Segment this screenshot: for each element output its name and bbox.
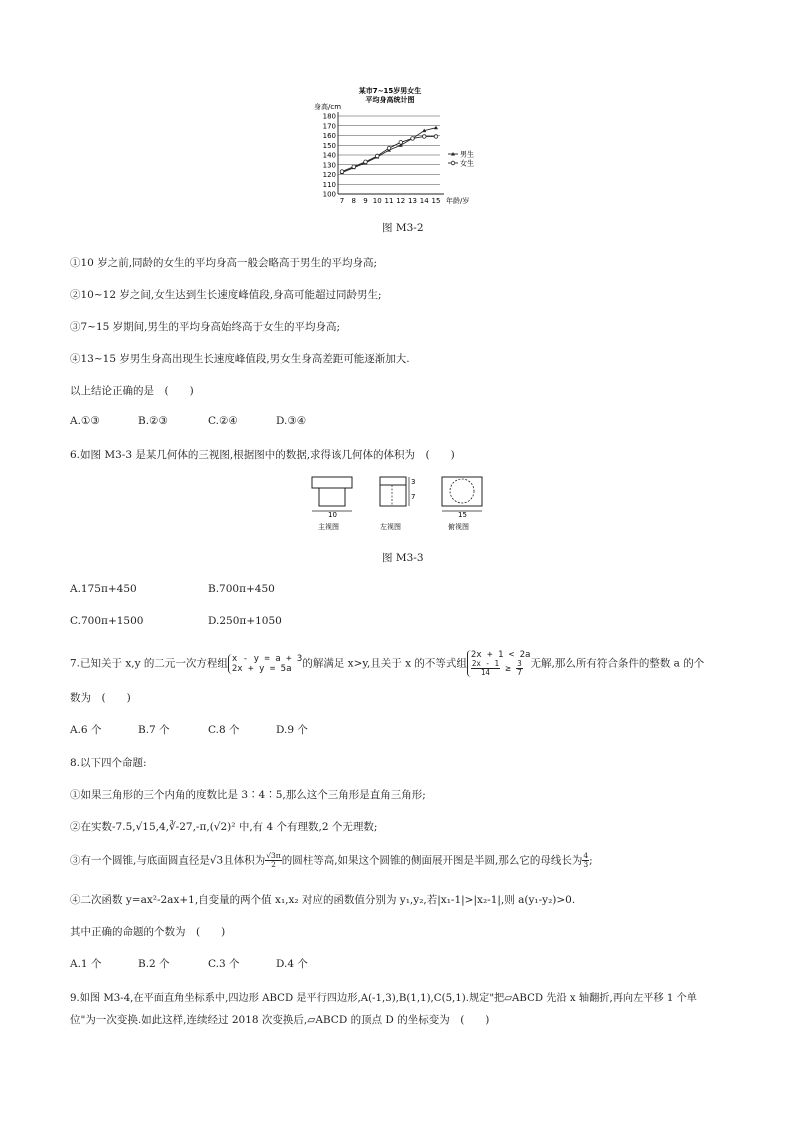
q7-options — [70, 722, 308, 737]
inequality-2-right: $\frac{3}{7}$ — [517, 659, 522, 677]
x-tick-label: 11 — [384, 197, 394, 205]
legend-label: 男生 — [460, 150, 474, 159]
option-b[interactable]: B.7 个 — [138, 724, 170, 736]
q8-proposition-1: ①如果三角形的三个内角的度数比是 3∶4∶5,那么这个三角形是直角三角形; — [70, 789, 426, 801]
slant-fraction: $\frac{4}{3}$ — [583, 851, 589, 869]
q9-line1: 9.如图 M3-4,在平面直角坐标系中,四边形 ABCD 是平行四边形,A(-1,3),B(1,1),C(5,1).规定"把▱ABCD 先沿 x 轴翻折,再向左平移 1 个单 — [70, 993, 697, 1004]
side-view-label: 左视图 — [380, 523, 401, 531]
q8-prompt: 其中正确的命题的个数为 ( ) — [70, 926, 226, 938]
data-point-girls — [411, 137, 415, 141]
x-axis-label: 年龄/岁 — [446, 197, 470, 205]
front-view — [312, 477, 352, 511]
q8-proposition-3 — [70, 852, 593, 869]
q7-suffix: 无解,那么所有符合条件的整数 a 的个 — [530, 657, 705, 670]
x-tick-label: 13 — [408, 197, 417, 205]
statement-2: ②10~12 岁之间,女生达到生长速度峰值段,身高可能超过同龄男生; — [70, 289, 382, 301]
y-tick-label: 120 — [322, 171, 336, 179]
height-line-chart — [300, 84, 500, 209]
statement-1: ①10 岁之前,同龄的女生的平均身高一般会略高于男生的平均身高; — [70, 257, 378, 269]
equation-system — [228, 654, 302, 674]
q8-stem: 8.以下四个命题: — [70, 757, 147, 769]
q6-options-row1 — [70, 583, 275, 595]
figure-caption-m3-3: 图 M3-3 — [382, 552, 424, 564]
q7-stem — [70, 650, 704, 677]
data-point-girls — [352, 165, 356, 169]
top-width-label: 15 — [458, 511, 467, 519]
side-top-label: 3 — [411, 478, 416, 486]
statement-3: ③7~15 岁期间,男生的平均身高始终高于女生的平均身高; — [70, 321, 341, 333]
equation-1: x - y = a + 3 — [231, 653, 303, 664]
q6-options-row2 — [70, 615, 282, 627]
data-point-girls — [434, 135, 438, 139]
q7-line2: 数为 ( ) — [70, 692, 131, 704]
data-point-girls — [399, 141, 403, 145]
y-tick-label: 110 — [322, 180, 336, 189]
side-height-label: 7 — [411, 493, 416, 501]
inequality-system — [467, 650, 531, 677]
q5-options — [70, 415, 306, 427]
option-b[interactable]: B.②③ — [138, 415, 168, 427]
q8-proposition-2: ②在实数-7.5,√15,4,∛-27,-π,(√2)² 中,有 4 个有理数,2 个无理数; — [70, 821, 378, 833]
inequality-1: 2x + 1 < 2a — [470, 650, 531, 660]
option-b[interactable]: B.700π+450 — [208, 583, 275, 595]
inequality-2-op: ≥ — [505, 664, 511, 674]
top-view — [442, 477, 482, 511]
x-tick-label: 7 — [339, 197, 345, 205]
option-d[interactable]: D.250π+1050 — [208, 615, 282, 627]
option-a[interactable]: A.175π+450 — [70, 583, 137, 595]
p3-part-b: 的圆柱等高,如果这个圆锥的侧面展开图是半圆,那么它的母线长为 — [281, 854, 583, 867]
data-point-girls — [387, 146, 391, 150]
figure-caption-m3-2: 图 M3-2 — [382, 222, 424, 234]
chart-title: 某市7~15岁男女生 — [358, 87, 422, 95]
x-tick-label: 15 — [431, 197, 441, 205]
y-tick-label: 150 — [322, 141, 336, 150]
data-point-girls — [340, 170, 344, 174]
option-c[interactable]: C.8 个 — [208, 724, 240, 736]
option-a[interactable]: A.6 个 — [70, 724, 102, 736]
y-tick-label: 140 — [322, 151, 336, 160]
p3-part-a: ③有一个圆锥,与底面圆直径是√3且体积为 — [70, 854, 266, 867]
statement-4: ④13~15 岁男生身高出现生长速度峰值段,男女生身高差距可能逐渐加大. — [70, 353, 410, 365]
option-d[interactable]: D.4 个 — [276, 958, 308, 970]
option-c[interactable]: C.3 个 — [208, 958, 240, 970]
top-view-label: 俯视图 — [448, 523, 469, 531]
option-a[interactable]: A.1 个 — [70, 958, 102, 970]
q8-proposition-4: ④二次函数 y=ax²-2ax+1,自变量的两个值 x₁,x₂ 对应的函数值分别为 y₁,y₂,若|x₁-1|>|x₂-1|,则 a(y₁-y₂)>0. — [70, 894, 576, 906]
side-view — [380, 477, 409, 506]
inequality-2-left: $\frac{2x - 1}{14}$ — [471, 659, 499, 677]
x-tick-label: 9 — [363, 197, 368, 205]
data-point-girls — [422, 135, 426, 139]
y-tick-label: 100 — [322, 190, 336, 199]
q5-prompt: 以上结论正确的是 ( ) — [70, 385, 194, 397]
option-d[interactable]: D.9 个 — [276, 724, 308, 736]
three-view-diagram — [308, 474, 498, 534]
p3-part-c: ; — [589, 854, 593, 867]
equation-2: 2x + y = 5a — [231, 663, 292, 674]
x-tick-label: 8 — [351, 197, 356, 205]
data-point-girls — [375, 154, 379, 158]
legend-label: 女生 — [460, 159, 474, 168]
q6-stem: 6.如图 M3-3 是某几何体的三视图,根据图中的数据,求得该几何体的体积为 ( ) — [70, 449, 455, 461]
x-tick-label: 14 — [419, 197, 429, 205]
y-tick-label: 160 — [322, 132, 336, 140]
y-tick-label: 180 — [322, 112, 336, 121]
data-point-girls — [364, 160, 368, 164]
data-point-boys — [434, 126, 438, 130]
q7-prefix: 7.已知关于 x,y 的二元一次方程组 — [70, 657, 228, 670]
option-b[interactable]: B.2 个 — [138, 958, 170, 970]
x-tick-label: 10 — [372, 197, 382, 205]
option-c[interactable]: C.②④ — [208, 415, 238, 427]
volume-fraction: $\frac{√3\pi}{2}$ — [266, 851, 281, 869]
x-tick-label: 12 — [396, 197, 406, 205]
q8-options — [70, 956, 308, 971]
y-tick-label: 130 — [322, 161, 336, 170]
y-axis-label: 身高/cm — [314, 103, 342, 111]
legend-marker-girls — [451, 161, 455, 165]
option-a[interactable]: A.①③ — [70, 415, 100, 427]
option-d[interactable]: D.③④ — [276, 415, 307, 427]
q7-mid: 的解满足 x>y,且关于 x 的不等式组 — [302, 657, 467, 670]
front-view-label: 主视图 — [318, 523, 339, 531]
chart-title: 平均身高统计图 — [365, 96, 415, 104]
q9-line2: 位"为一次变换.如此这样,连续经过 2018 次变换后,▱ABCD 的顶点 D 的坐标变为 ( ) — [70, 1014, 490, 1026]
y-tick-label: 170 — [322, 122, 336, 131]
front-width-label: 10 — [328, 511, 337, 519]
option-c[interactable]: C.700π+1500 — [70, 615, 144, 627]
